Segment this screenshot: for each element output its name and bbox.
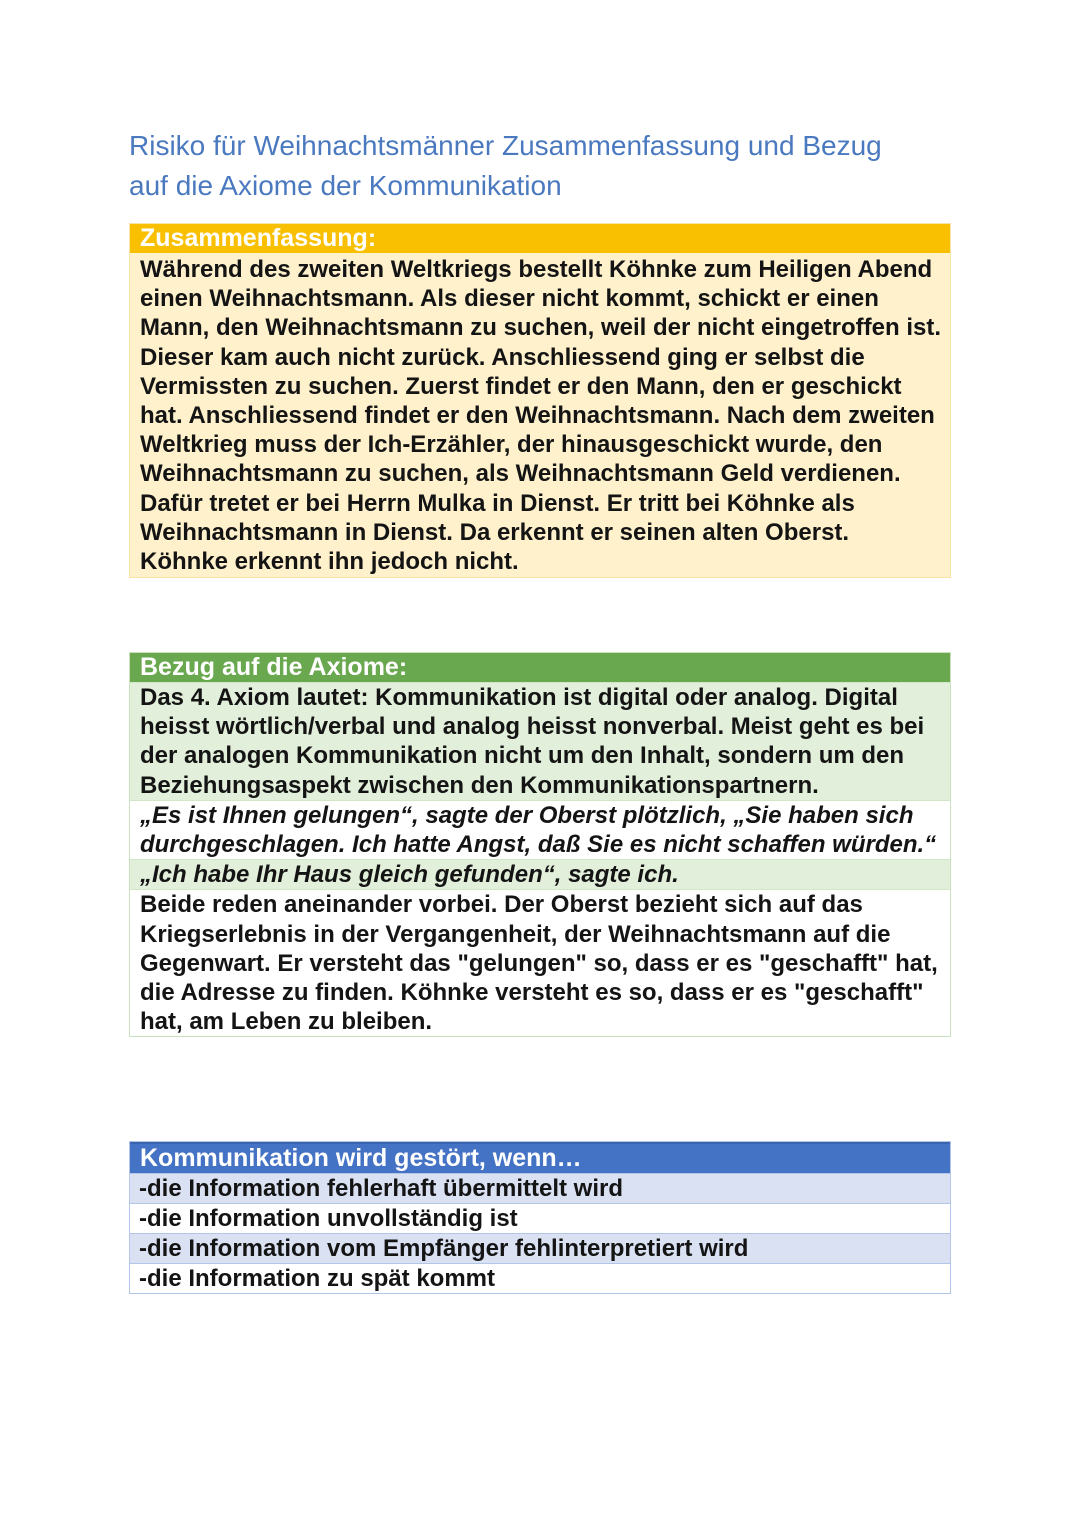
disturbance-item: -die Information unvollständig ist bbox=[130, 1203, 950, 1233]
disturbance-heading: Kommunikation wird gestört, wenn… bbox=[130, 1142, 950, 1173]
axiom-row-definition bbox=[130, 682, 950, 800]
axiom-heading: Bezug auf die Axiome: bbox=[130, 653, 950, 682]
disturbance-item: -die Information vom Empfänger fehlinterpretiert wird bbox=[130, 1233, 950, 1263]
axiom-definition-text: Das 4. Axiom lautet: Kommunikation ist digital oder analog. Digital heisst wörtlich/verbal und analog heisst nonverbal. Meist geht es bei der analogen Kommunikation nicht um den Inhalt, sondern um den Beziehungsaspekt zwischen den Kommunikationspartnern. bbox=[140, 684, 925, 799]
summary-box bbox=[129, 223, 951, 578]
summary-heading: Zusammenfassung: bbox=[130, 224, 950, 253]
document-title-line-1: Risiko für Weihnachtsmänner Zusammenfassung und Bezug bbox=[129, 130, 882, 161]
document-title bbox=[129, 126, 989, 206]
quote-oberst-text: „Es ist Ihnen gelungen“, sagte der Oberst plötzlich, „Sie haben sich durchgeschlagen. Ich hatte Angst, daß Sie es nicht schaffen würden.“ bbox=[140, 801, 937, 859]
axiom-analysis-text: Beide reden aneinander vorbei. Der Oberst bezieht sich auf das Kriegserlebnis in der Vergangenheit, der Weihnachtsmann auf die Gegenwart. Er versteht das "gelungen" so, dass er es "geschafft" hat, die Adresse zu finden. Köhnke versteht es so, dass er es "geschafft" hat, am Leben zu bleiben. bbox=[140, 891, 938, 1036]
summary-text: Während des zweiten Weltkriegs bestellt Köhnke zum Heiligen Abend einen Weihnachtsmann. Als dieser nicht kommt, schickt er einen Mann, den Weihnachtsmann zu suchen, weil der nicht eingetroffen ist. Dieser kam auch nicht zurück. Anschliessend ging er selbst die Vermissten zu suchen. Zuerst findet er den Mann, den er geschickt hat. Anschliessend findet er den Weihnachtsmann. Nach dem zweiten Weltkrieg muss der Ich-Erzähler, der hinausgeschickt wurde, den Weihnachtsmann zu suchen, als Weihnachtsmann Geld verdienen. Dafür tretet er bei Herrn Mulka in Dienst. Er tritt bei Köhnke als Weihnachtsmann in Dienst. Da erkennt er seinen alten Oberst. Köhnke erkennt ihn jedoch nicht. bbox=[140, 256, 941, 576]
axiom-row-quote-narrator bbox=[130, 859, 950, 889]
disturbance-item: -die Information zu spät kommt bbox=[130, 1263, 950, 1293]
axiom-row-quote-oberst bbox=[130, 800, 950, 859]
document-title-line-2: auf die Axiome der Kommunikation bbox=[129, 170, 562, 201]
quote-narrator-text: „Ich habe Ihr Haus gleich gefunden“, sagte ich. bbox=[140, 861, 679, 889]
axiom-box bbox=[129, 652, 951, 1037]
disturbance-item: -die Information fehlerhaft übermittelt wird bbox=[130, 1173, 950, 1203]
axiom-row-analysis bbox=[130, 889, 950, 1036]
disturbance-box bbox=[129, 1141, 951, 1294]
